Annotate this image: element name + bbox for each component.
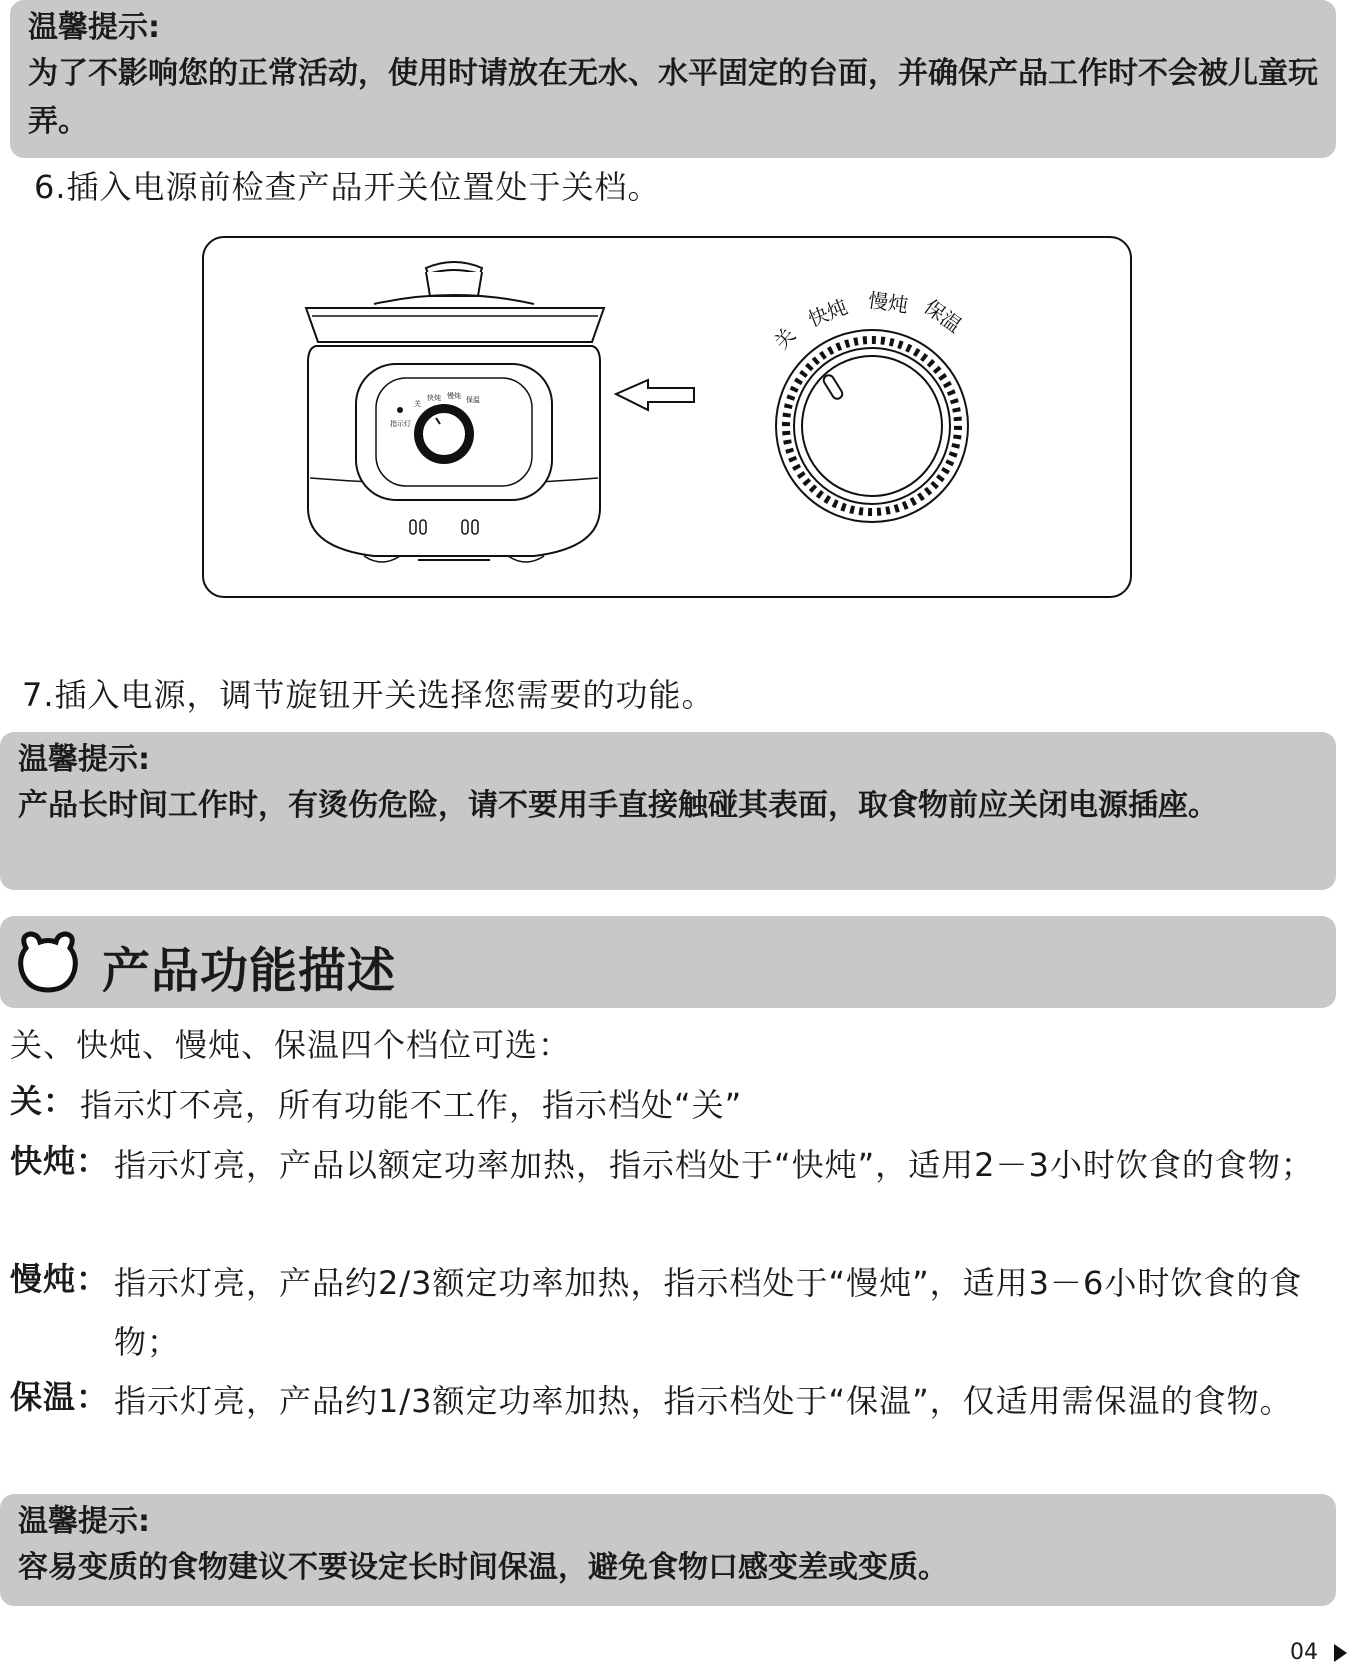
panel-label-slow: 慢炖: [447, 392, 461, 400]
panel-indicator-label: 指示灯: [390, 420, 411, 428]
modes-intro: 关、快炖、慢炖、保温四个档位可选：: [10, 1026, 572, 1064]
section-title: 产品功能描述: [102, 943, 397, 999]
mode-label: 快炖：: [10, 1142, 110, 1180]
mode-text: 指示灯亮，产品约2/3额定功率加热，指示档处于“慢炖”，适用3－6小时饮食的食物；: [114, 1264, 1303, 1361]
mode-label: 关：: [10, 1082, 77, 1120]
tip-body: 容易变质的食物建议不要设定长时间保温，避免食物口感变差或变质。: [18, 1550, 948, 1585]
dial-label-off: 关: [769, 323, 801, 355]
page-number: 04: [1290, 1640, 1318, 1665]
mode-label: 慢炖：: [10, 1260, 110, 1298]
tip-heading: 温馨提示:: [28, 10, 160, 45]
dial-label-fast: 快炖: [804, 294, 851, 332]
tip-box-2: [0, 732, 1336, 890]
tip-body: 为了不影响您的正常活动，使用时请放在无水、水平固定的台面，并确保产品工作时不会被儿童玩弄。: [28, 56, 1318, 139]
step-6: 6.插入电源前检查产品开关位置处于关档。: [34, 168, 661, 206]
panel-label-off: 关: [414, 400, 421, 408]
dial-label-warm: 保温: [919, 294, 967, 338]
slow-cooker-illustration: [204, 238, 1134, 600]
product-figure: [202, 236, 1132, 598]
pointer-arrow: [616, 380, 694, 410]
tip-heading: 温馨提示:: [18, 742, 150, 777]
tip-box-3: [0, 1494, 1336, 1606]
mode-label: 保温：: [10, 1378, 110, 1416]
mode-text: 指示灯亮，产品约1/3额定功率加热，指示档处于“保温”，仅适用需保温的食物。: [114, 1382, 1293, 1420]
step-7: 7.插入电源，调节旋钮开关选择您需要的功能。: [22, 676, 715, 714]
bear-icon: [12, 926, 84, 998]
section-header: [0, 916, 1336, 1008]
mode-text: 指示灯不亮，所有功能不工作，指示档处“关”: [80, 1086, 743, 1124]
mode-text: 指示灯亮，产品以额定功率加热，指示档处于“快炖”，适用2－3小时饮食的食物；: [114, 1146, 1314, 1184]
panel-label-warm: 保温: [466, 396, 480, 404]
dial-label-slow: 慢炖: [866, 288, 910, 318]
tip-body: 产品长时间工作时，有烫伤危险，请不要用手直接触碰其表面，取食物前应关闭电源插座。: [18, 788, 1218, 823]
panel-label-fast: 快炖: [427, 394, 441, 402]
tip-heading: 温馨提示:: [18, 1504, 150, 1539]
tip-box-1: [10, 0, 1336, 158]
next-page-arrow-icon: [1334, 1644, 1347, 1662]
